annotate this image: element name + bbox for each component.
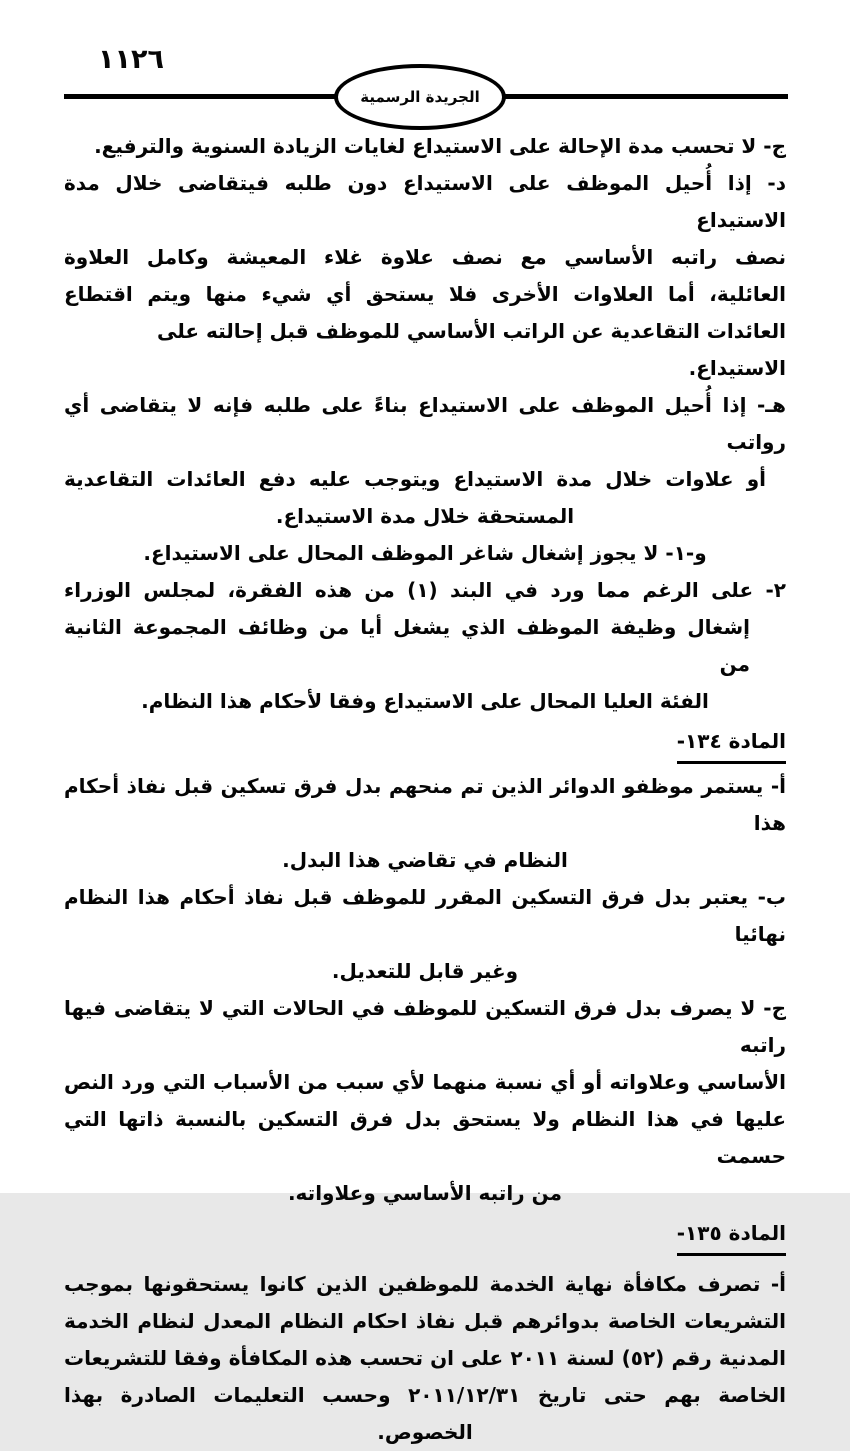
clause-ha-line: المستحقة خلال مدة الاستيداع. [275, 504, 575, 528]
clause-dal-line: العائلية، أما العلاوات الأخرى فلا يستحق أي شيء منها ويتم اقتطاع [64, 282, 786, 306]
clause-2-line: إشغال وظيفة الموظف الذي يشغل أيا من وظائف المجموعة الثانية من [64, 615, 750, 676]
document-body [64, 128, 786, 1451]
article-135-clause-a-line: الخاصة بهم حتى تاريخ ٢٠١١/١٢/٣١ وحسب التعليمات الصادرة بهذا [64, 1383, 787, 1407]
clause-2-line: ٢- على الرغم مما ورد في البند (١) من هذه الفقرة، لمجلس الوزراء [64, 578, 787, 602]
page-number: ١١٢٦ [98, 44, 164, 75]
article-135-clause-a-line: أ- تصرف مكافأة نهاية الخدمة للموظفين الذين كانوا يستحقونها بموجب [64, 1272, 786, 1296]
clause-ha-line: أو علاوات خلال مدة الاستيداع ويتوجب عليه دفع العائدات التقاعدية [64, 467, 766, 491]
gazette-title: الجريدة الرسمية [360, 88, 480, 106]
article-134-clause-j-line: من راتبه الأساسي وعلاواته. [287, 1181, 563, 1205]
article-134-heading [64, 723, 786, 764]
article-134-clause-b-line: ب- يعتبر بدل فرق التسكين المقرر للموظف قبل نفاذ أحكام هذا النظام نهائيا [64, 885, 786, 946]
article-134-clause-j-line: عليها في هذا النظام ولا يستحق بدل فرق التسكين بالنسبة ذاتها التي حسمت [64, 1107, 786, 1168]
clause-jeem-line: ج- لا تحسب مدة الإحالة على الاستيداع لغايات الزيادة السنوية والترفيع. [94, 134, 786, 158]
article-135-heading [64, 1215, 786, 1256]
clause-ha-line: هـ- إذا أُحيل الموظف على الاستيداع بناءً على طلبه فإنه لا يتقاضى أي رواتب [64, 393, 786, 454]
article-134-clause-b-line: وغير قابل للتعديل. [331, 959, 519, 983]
clause-dal-line: العائدات التقاعدية عن الراتب الأساسي للموظف قبل إحالته على الاستيداع. [156, 319, 786, 380]
article-134-title: المادة ١٣٤- [677, 723, 786, 764]
article-135-clause-a-line: المدنية رقم (٥٢) لسنة ٢٠١١ على ان تحسب هذه المكافأة وفقا للتشريعات [64, 1346, 786, 1370]
article-134-clause-j-line: ج- لا يصرف بدل فرق التسكين للموظف في الحالات التي لا يتقاضى فيها راتبه [64, 996, 786, 1057]
clause-2-line: الفئة العليا المحال على الاستيداع وفقا لأحكام هذا النظام. [141, 689, 709, 713]
article-135-clause-a-line: التشريعات الخاصة بدوائرهم قبل نفاذ احكام النظام المعدل لنظام الخدمة [64, 1309, 786, 1333]
clause-waw-line: و-١- لا يجوز إشغال شاغر الموظف المحال على الاستيداع. [143, 541, 707, 565]
gazette-seal [334, 64, 506, 130]
article-134-clause-a-line: أ- يستمر موظفو الدوائر الذين تم منحهم بدل فرق تسكين قبل نفاذ أحكام هذا [64, 774, 786, 835]
article-134-clause-a-line: النظام في تقاضي هذا البدل. [282, 848, 568, 872]
article-134-clause-j-line: الأساسي وعلاواته أو أي نسبة منهما لأي سبب من الأسباب التي ورد النص [64, 1070, 786, 1094]
article-135-title: المادة ١٣٥- [677, 1215, 786, 1256]
clause-dal-line: د- إذا أُحيل الموظف على الاستيداع دون طلبه فيتقاضى خلال مدة الاستيداع [64, 171, 786, 232]
clause-dal-line: نصف راتبه الأساسي مع نصف علاوة غلاء المعيشة وكامل العلاوة [64, 245, 786, 269]
article-135-clause-a-line: الخصوص. [377, 1420, 473, 1444]
